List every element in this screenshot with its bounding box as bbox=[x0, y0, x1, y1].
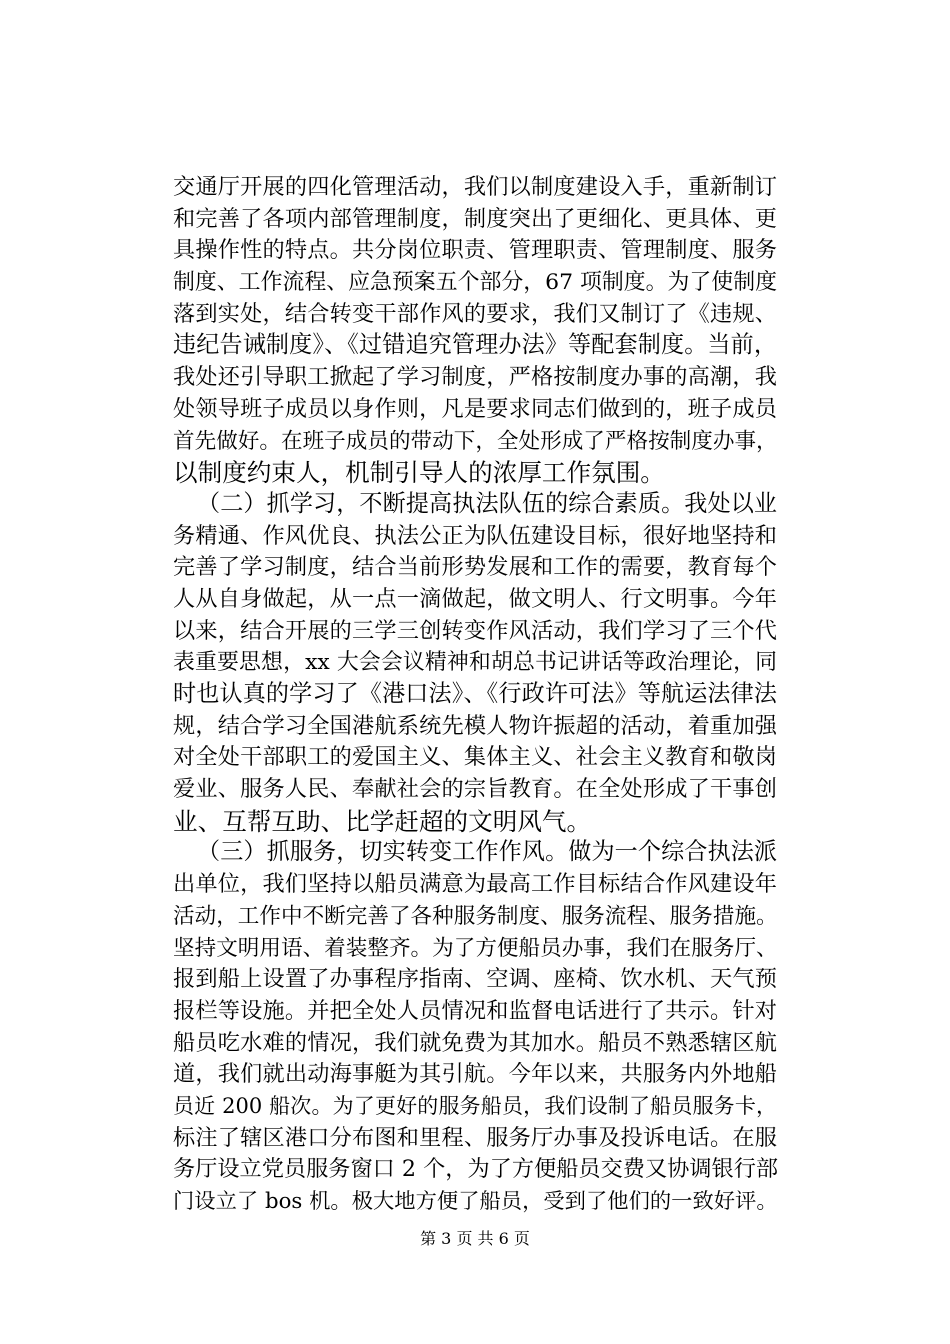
text-line: 人从自身做起，从一点一滴做起，做文明人、行文明事。今年 bbox=[173, 585, 777, 612]
text-line: 业、互帮互助、比学赶超的文明风气。 bbox=[173, 806, 592, 836]
text-line: 坚持文明用语、着装整齐。为了方便船员办事，我们在服务厅、 bbox=[173, 935, 778, 961]
text-line: （三）抓服务，切实转变工作作风。做为一个综合执法派 bbox=[197, 839, 777, 866]
text-line: 船员吃水难的情况，我们就免费为其加水。船员不熟悉辖区航 bbox=[173, 1029, 777, 1056]
text-line: 务精通、作风优良、执法公正为队伍建设目标，很好地坚持和 bbox=[173, 522, 777, 549]
text-line: 落到实处，结合转变干部作风的要求，我们又制订了《违规、 bbox=[173, 300, 777, 327]
text-line: 我处还引导职工掀起了学习制度，严格按制度办事的高潮，我 bbox=[173, 364, 777, 391]
text-line: 以制度约束人，机制引导人的浓厚工作氛围。 bbox=[173, 458, 665, 488]
text-line: 制度、工作流程、应急预案五个部分，67 项制度。为了使制度 bbox=[173, 270, 777, 296]
text-line: 门设立了 bos 机。极大地方便了船员，受到了他们的一致好评。 bbox=[173, 1189, 778, 1214]
text-line: 以来，结合开展的三学三创转变作风活动，我们学习了三个代 bbox=[173, 617, 777, 644]
text-line: 处领导班子成员以身作则，凡是要求同志们做到的，班子成员 bbox=[173, 395, 777, 422]
text-line: 时也认真的学习了《港口法》、《行政许可法》等航运法律法 bbox=[173, 681, 777, 707]
text-line: 和完善了各项内部管理制度，制度突出了更细化、更具体、更 bbox=[173, 205, 777, 232]
document-body bbox=[173, 172, 777, 1218]
text-line: 出单位，我们坚持以船员满意为最高工作目标结合作风建设年 bbox=[173, 871, 777, 898]
text-line: （二）抓学习，不断提高执法队伍的综合素质。我处以业 bbox=[197, 490, 777, 517]
text-line: 报到船上设置了办事程序指南、空调、座椅、饮水机、天气预 bbox=[173, 966, 777, 993]
text-line: 对全处干部职工的爱国主义、集体主义、社会主义教育和敬岗 bbox=[173, 744, 777, 771]
text-line: 交通厅开展的四化管理活动，我们以制度建设入手，重新制订 bbox=[173, 174, 777, 200]
text-line: 首先做好。在班子成员的带动下，全处形成了严格按制度办事， bbox=[173, 428, 778, 454]
text-line: 报栏等设施。并把全处人员情况和监督电话进行了共示。针对 bbox=[173, 997, 777, 1024]
text-line: 具操作性的特点。共分岗位职责、管理职责、管理制度、服务 bbox=[173, 237, 777, 264]
text-line: 爱业、服务人民、奉献社会的宗旨教育。在全处形成了干事创 bbox=[173, 776, 777, 803]
text-line: 务厅设立党员服务窗口 2 个，为了方便船员交费又协调银行部 bbox=[173, 1156, 779, 1183]
text-line: 道，我们就出动海事艇为其引航。今年以来，共服务内外地船 bbox=[173, 1061, 777, 1088]
text-line: 规，结合学习全国港航系统先模人物许振超的活动，着重加强 bbox=[173, 712, 777, 739]
text-line: 员近 200 船次。为了更好的服务船员，我们设制了船员服务卡， bbox=[173, 1093, 777, 1118]
page-footer: 第 3 页 共 6 页 bbox=[420, 1229, 530, 1248]
text-line: 活动，工作中不断完善了各种服务制度、服务流程、服务措施。 bbox=[173, 903, 778, 929]
text-line: 标注了辖区港口分布图和里程、服务厅办事及投诉电话。在服 bbox=[173, 1124, 777, 1151]
text-line: 完善了学习制度，结合当前形势发展和工作的需要，教育每个 bbox=[173, 554, 777, 581]
text-line: 违纪告诫制度》、《过错追究管理办法》等配套制度。当前， bbox=[173, 332, 777, 359]
text-line: 表重要思想，xx 大会会议精神和胡总书记讲话等政治理论，同 bbox=[173, 650, 777, 676]
